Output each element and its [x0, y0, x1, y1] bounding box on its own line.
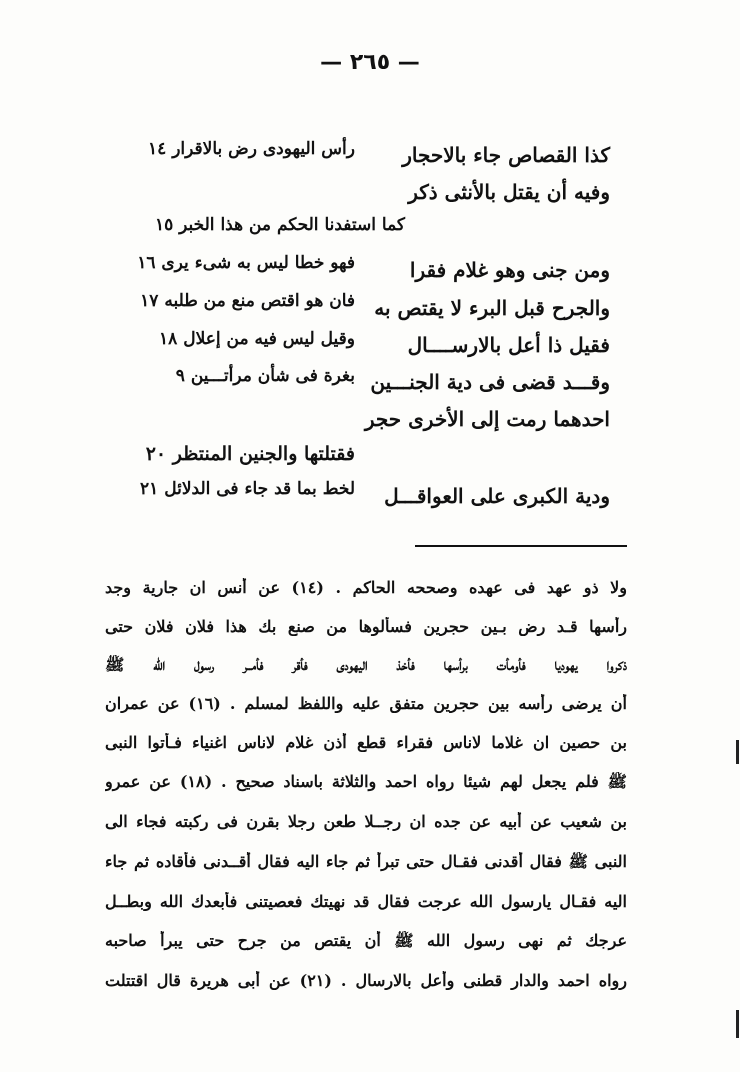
footnote-line-4: أن يرضى رأسه بين حجرين متفق عليه واللفظ لمسلم . (١٦) عن عمران	[105, 694, 627, 713]
verse-1-second-hemistich	[105, 139, 355, 159]
verse-4-second-hemistich-text: فان هو اقتص منع من طلبه	[164, 291, 355, 311]
verse-3-second-hemistich-text: فهو خطا ليس به شىء يرى	[161, 253, 355, 273]
footnote-line-6: ﷺ فلم يجعل لهم شيئا رواه احمد والثلاثة باسناد صحيح . (١٨) عن عمرو	[105, 772, 627, 791]
verse-4-second-hemistich	[105, 291, 355, 311]
verse-number-15: ١٥	[154, 215, 174, 235]
verse-number-16: ١٦	[137, 253, 156, 273]
footnote-line-11: رواه احمد والدار قطنى وأعل بالارسال . (٢١) عن أبى هريرة قال اقتتلت	[105, 971, 627, 990]
footnote-line-10: عرجك ثم نهى رسول الله ﷺ أن يقتص من جرح حتى يبرأ صاحبه	[105, 931, 627, 950]
footnote-line-8: النبى ﷺ فقال أقدنى فقـال حتى تبرأ ثم جاء اليه فقال أقــدنى فأقاده ثم جاء	[105, 852, 627, 871]
verse-1-second-hemistich-text: رأس اليهودى رض بالاقرار	[172, 139, 355, 159]
verse-4-first-hemistich: والجرح قبل البرء لا يقتص به	[374, 296, 610, 320]
footnote-line-2: رأسها قـد رض بـين حجرين فسألوها من صنع بك هذا فلان فلان حتى	[105, 617, 627, 636]
footnote-line-7: بن شعيب عن أبيه عن جده ان رجــلا طعن رجلا بقرن فى ركبته فجاء الى	[105, 812, 627, 831]
verse-3-first-hemistich: ومن جنى وهو غلام فقرا	[409, 258, 610, 282]
verse-2-line: وفيه أن يقتل بالأنثى ذكر	[408, 180, 610, 204]
footnote-line-9: اليه فقـال يارسول الله عرجت فقال قد نهيتك فعصيتنى فأبعدك الله وبطــل	[105, 892, 627, 911]
verse-2-continuation	[105, 215, 405, 235]
verse-number-14: ١٤	[148, 139, 167, 159]
verse-number-20: ٢٠	[145, 443, 167, 465]
verse-7-continuation	[105, 443, 355, 465]
verse-1-first-hemistich: كذا القصاص جاء بالاحجار	[402, 143, 610, 167]
verse-5-second-hemistich-text: وقيل ليس فيه من إعلال	[183, 329, 355, 349]
verse-number-21: ٢١	[140, 479, 159, 499]
verse-5-second-hemistich	[105, 329, 355, 349]
verse-3-second-hemistich	[105, 253, 355, 273]
verse-5-first-hemistich: فقيل ذا أعل بالارســــال	[407, 333, 610, 357]
footnote-line-1: ولا ذو عهد فى عهده وصححه الحاكم . (١٤) عن أنس ان جارية وجد	[105, 578, 627, 597]
verse-number-18: ١٨	[159, 329, 178, 349]
footnote-line-3: ذكروا يهوديا فأومأت برأسها فأخذ اليهودى فأقر فأمــر رسول الله ﷺ	[105, 655, 627, 674]
verse-6-second-hemistich-text: بغرة فى شأن مرأتـــين	[190, 366, 355, 386]
footnote-divider	[415, 545, 627, 547]
verse-7-continuation-text: فقتلتها والجنين المنتظر	[172, 443, 355, 465]
verse-number-17: ١٧	[140, 291, 159, 311]
verse-8-second-hemistich-text: لخط بما قد جاء فى الدلائل	[164, 479, 355, 499]
scan-edge-mark	[736, 740, 739, 764]
verse-number-19: ٩	[175, 366, 185, 386]
verse-7-line: احدهما رمت إلى الأخرى حجر	[364, 407, 610, 431]
verse-2-continuation-text: كما استفدنا الحكم من هذا الخبر	[179, 215, 405, 235]
page-number: — ٢٦٥ —	[320, 50, 420, 75]
verse-8-first-hemistich: ودية الكبرى على العواقـــل	[384, 484, 610, 508]
verse-8-second-hemistich	[105, 479, 355, 499]
footnote-line-5: بن حصين ان غلاما لاناس فقراء قطع أذن غلام لاناس اغنياء فـأتوا النبى	[105, 733, 627, 752]
verse-6-first-hemistich: وقـــد قضى فى دية الجنـــين	[370, 370, 610, 394]
scan-edge-mark	[736, 1010, 739, 1038]
verse-6-second-hemistich	[105, 366, 355, 386]
